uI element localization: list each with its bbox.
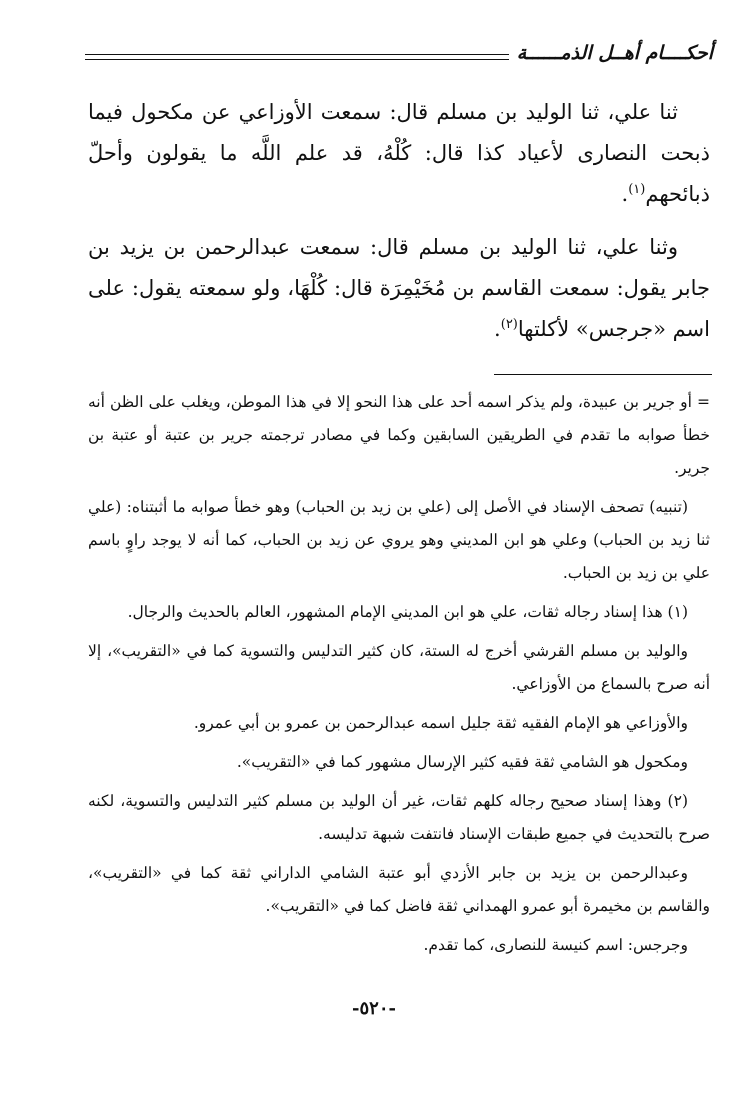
footnote-1: (١) هذا إسناد رجاله ثقات، علي هو ابن المديني الإمام المشهور، العالم بالحديث والرجال. — [127, 603, 688, 621]
main-text — [88, 92, 710, 362]
footnotes — [88, 386, 710, 968]
main-paragraph: ثنا علي، ثنا الوليد بن مسلم قال: سمعت الأوزاعي عن مكحول فيما ذبحت النصارى لأعياد كذا قال: كُلْهُ، قد علم اللَّه ما يقولون وأحلّ ذبائحهم$^{(١)}$. — [88, 100, 710, 206]
footnote-2-jurjis: وجرجس: اسم كنيسة للنصارى، كما تقدم. — [423, 936, 688, 954]
footnote-ref[interactable]: (٢) — [500, 317, 518, 332]
page-number: -٥٢٠- — [352, 998, 396, 1019]
footnote-ref[interactable]: (١) — [628, 182, 646, 197]
running-header — [85, 40, 713, 80]
footnote-separator — [494, 374, 712, 375]
book-title: أحكــــام أهــل الذمــــــة — [509, 40, 713, 66]
footnote-continuation: = أو جرير بن عبيدة، ولم يذكر اسمه أحد على هذا النحو إلا في هذا الموطن، ويغلب على الظن أنه خطأ صوابه ما تقدم في الطريقين السابقين وكما في مصادر ترجمته جرير بن عتبة أو عتبة بن جرير. — [88, 393, 710, 477]
paragraph-text: ثنا علي، ثنا الوليد بن مسلم قال: سمعت الأوزاعي عن مكحول فيما ذبحت النصارى لأعياد كذا قال: كُلْهُ، قد علم اللَّه ما يقولون وأحلّ ذبائحهم — [88, 100, 710, 206]
footnote-2-narrators: وعبدالرحمن بن يزيد بن جابر الأزدي أبو عتبة الشامي الداراني ثقة كما في «التقريب»، والقاسم بن مخيمرة أبو عمرو الهمداني ثقة فاضل كما في «التقريب». — [88, 864, 710, 915]
footnote-1-walid: والوليد بن مسلم القرشي أخرج له الستة، كان كثير التدليس والتسوية كما في «التقريب»، إلا أنه صرح بالسماع من الأوزاعي. — [88, 642, 710, 693]
footnote-2: (٢) وهذا إسناد صحيح رجاله كلهم ثقات، غير أن الوليد بن مسلم كثير التدليس والتسوية، لكنه صرح بالتحديث في جميع طبقات الإسناد فانتفت شبهة تدليسه. — [88, 792, 710, 843]
footnote-notice: (تنبيه) تصحف الإسناد في الأصل إلى (علي بن زيد بن الحباب) وهو خطأ صوابه ما أثبتناه: (علي ثنا زيد بن الحباب) وعلي هو ابن المديني وهو يروي عن زيد بن الحباب، كما أنه لا يوجد راوٍ باسم علي بن زيد بن الحباب. — [88, 498, 710, 582]
main-paragraph: وثنا علي، ثنا الوليد بن مسلم قال: سمعت عبدالرحمن بن يزيد بن جابر يقول: سمعت القاسم بن مُخَيْمِرَة قال: كُلْهَا، ولو سمعته يقول: على اسم «جرجس» لأكلتها$^{(٢)}$. — [88, 235, 710, 341]
footnote-1-awzai: والأوزاعي هو الإمام الفقيه ثقة جليل اسمه عبدالرحمن بن عمرو بن أبي عمرو. — [193, 714, 688, 732]
paragraph-text: وثنا علي، ثنا الوليد بن مسلم قال: سمعت عبدالرحمن بن يزيد بن جابر يقول: سمعت القاسم بن مُخَيْمِرَة قال: كُلْهَا، ولو سمعته يقول: على اسم «جرجس» لأكلتها — [88, 235, 710, 341]
footnote-1-makhul: ومكحول هو الشامي ثقة فقيه كثير الإرسال مشهور كما في «التقريب». — [236, 753, 688, 771]
